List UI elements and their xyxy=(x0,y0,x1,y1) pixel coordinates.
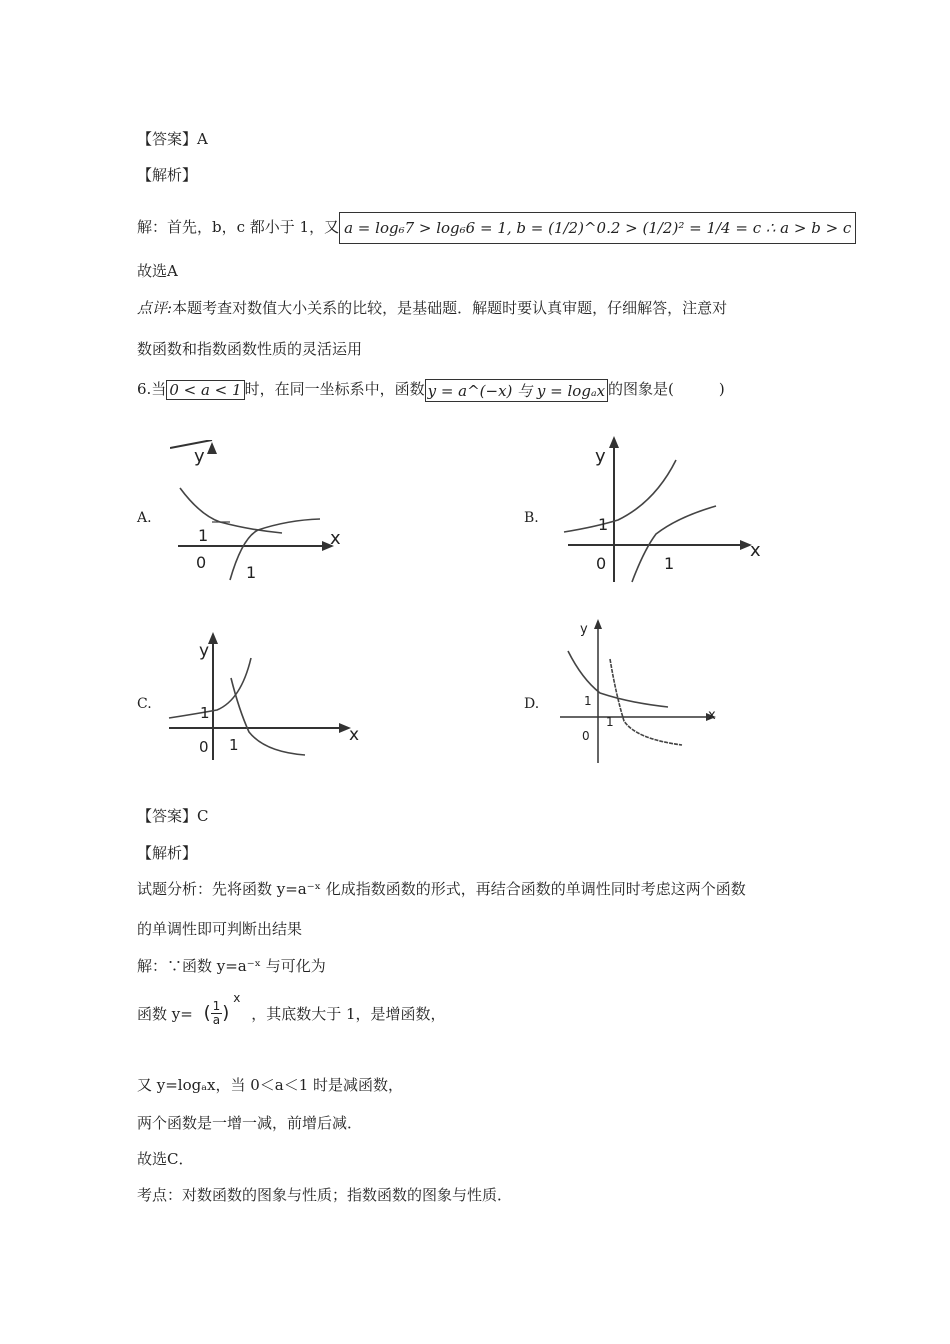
curve-decreasing-log xyxy=(231,678,305,755)
comment-line-1 xyxy=(137,297,727,318)
option-d-label: D. xyxy=(524,696,540,712)
answer-line: 【答案】C xyxy=(137,807,209,825)
one-y-label: 1 xyxy=(598,515,609,534)
fraction-expression: ( $\frac{1}{a}$ )$^x$ xyxy=(203,990,241,1027)
question-middle: 时，在同一坐标系中，函数 xyxy=(244,380,425,398)
option-a-graph xyxy=(170,440,350,590)
option-c-label: C. xyxy=(137,696,152,712)
choice-line: 故选C． xyxy=(137,1150,194,1168)
option-a-label: A. xyxy=(137,510,152,526)
origin-label: 0 xyxy=(582,729,590,743)
y-axis-arrow xyxy=(207,442,217,454)
fraction-den: a xyxy=(212,1013,221,1027)
y-axis xyxy=(170,440,212,448)
curve-decreasing-log xyxy=(610,659,682,745)
curve-increasing-exp xyxy=(564,460,676,532)
analysis-line-1: 试题分析：先将函数 y=a⁻ˣ 化成指数函数的形式，再结合函数的单调性同时考虑这两个函数 xyxy=(137,880,746,898)
origin-label: 0 xyxy=(199,738,209,756)
question-line xyxy=(137,378,725,402)
x-label: x xyxy=(330,528,341,549)
prev-choice-line: 故选A xyxy=(137,262,178,280)
curve-decreasing-exp xyxy=(180,488,282,533)
y-label: y xyxy=(595,446,606,467)
prev-answer-line: 【答案】A xyxy=(137,130,208,148)
prev-solution-formula: a = log₆7 > log₆6 = 1, b = (1/2)^0.2 > (1/2)² = 1/4 = c ∴ a > b > c xyxy=(339,212,856,244)
one-y-label: 1 xyxy=(584,694,592,708)
y-axis-arrow xyxy=(594,619,602,629)
one-x-label: 1 xyxy=(229,736,239,754)
option-b-graph xyxy=(560,432,770,592)
one-x-label: 1 xyxy=(246,563,257,582)
solution-line-2 xyxy=(137,990,446,1027)
analysis-line-2: 的单调性即可判断出结果 xyxy=(137,920,303,938)
question-condition: 0 < a < 1 xyxy=(166,380,244,400)
one-x-label: 1 xyxy=(664,554,675,573)
fraction-exp: x xyxy=(233,990,241,1005)
prev-analysis-heading: 【解析】 xyxy=(137,166,198,184)
prev-solution-line xyxy=(137,212,856,244)
question-functions: y = a^(−x) 与 y = logₐx xyxy=(425,379,608,402)
fraction xyxy=(211,1000,223,1027)
solution-line-4: 两个函数是一增一减，前增后减． xyxy=(137,1114,363,1132)
one-y-label: 1 xyxy=(200,704,210,722)
analysis-heading: 【解析】 xyxy=(137,844,198,862)
prev-solution-prefix: 解：首先，b，c 都小于 1，又 xyxy=(137,218,340,236)
y-axis-arrow xyxy=(609,436,619,448)
fraction-num: 1 xyxy=(212,999,221,1013)
option-b-label: B. xyxy=(524,510,539,526)
solution-line-3: 又 y=logₐx，当 0＜a＜1 时是减函数， xyxy=(137,1076,404,1094)
kaodian-line: 考点：对数函数的图象与性质；指数函数的图象与性质． xyxy=(137,1186,513,1204)
origin-label: 0 xyxy=(196,553,207,572)
y-label: y xyxy=(199,641,210,661)
y-axis-arrow xyxy=(208,632,218,644)
question-suffix: 的图象是( ) xyxy=(608,380,725,398)
origin-label: 0 xyxy=(596,554,607,573)
x-label: x xyxy=(349,725,360,745)
comment-label: 点评: xyxy=(137,299,173,317)
x-label: x xyxy=(750,540,761,561)
y-label: y xyxy=(580,622,588,637)
one-y-label: 1 xyxy=(198,526,209,545)
curve-increasing-exp xyxy=(169,658,251,718)
option-d-graph xyxy=(560,615,730,770)
comment-text-1: 本题考查对数值大小关系的比较，是基础题．解题时要认真审题，仔细解答，注意对 xyxy=(172,299,728,317)
option-c-graph xyxy=(165,628,365,768)
solution-line-1: 解：∵函数 y=a⁻ˣ 与可化为 xyxy=(137,957,326,975)
y-label: y xyxy=(194,446,205,467)
one-x-label: 1 xyxy=(606,715,614,729)
solution-line-2-suffix: ，其底数大于 1，是增函数， xyxy=(251,1005,446,1023)
solution-line-2-prefix: 函数 y= xyxy=(137,1005,193,1023)
comment-line-2: 数函数和指数函数性质的灵活运用 xyxy=(137,340,363,358)
x-label: x xyxy=(708,708,716,723)
question-prefix: 6.当 xyxy=(137,380,167,398)
